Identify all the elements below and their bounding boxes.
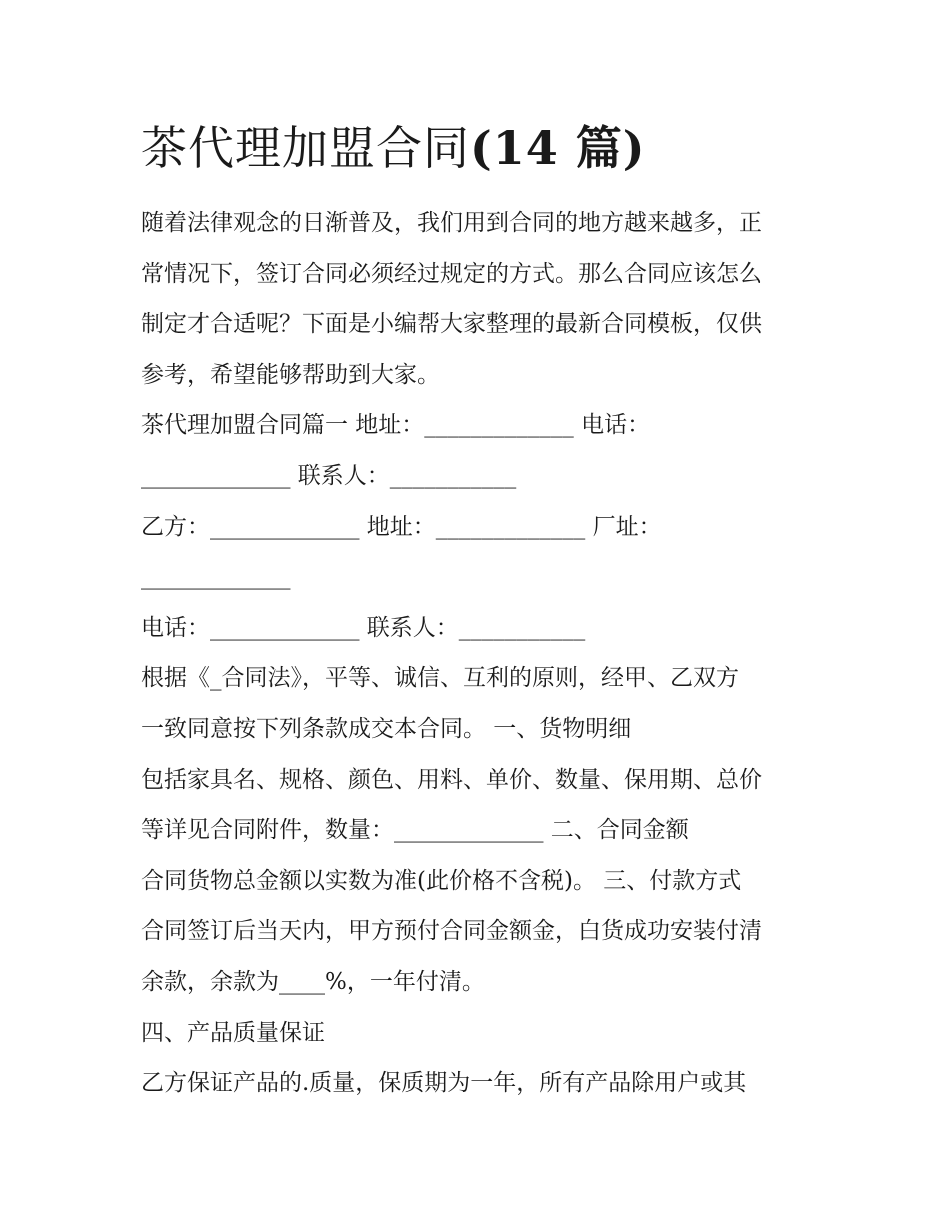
paragraph-line: 四、产品质量保证 [141,1019,325,1046]
document-page [141,118,821,1109]
paragraph-line: 等详见合同附件，数量：_____________ 二、合同金额 [141,817,689,844]
title-suffix: (14 篇) [470,121,646,175]
paragraph-line: 常情况下，签订合同必须经过规定的方式。那么合同应该怎么 [141,260,762,287]
paragraph-line: 制定才合适呢？下面是小编帮大家整理的最新合同模板，仅供 [141,311,762,338]
paragraph-line: 一致同意按下列条款成交本合同。 一、货物明细 [141,715,632,742]
paragraph-line: 电话：_____________ 联系人：___________ [141,614,586,641]
paragraph-line: 乙方保证产品的.质量，保质期为一年，所有产品除用户或其 [141,1070,747,1097]
paragraph-line: _____________ 联系人：___________ [141,462,517,489]
title-main: 茶代理加盟合同 [141,121,470,175]
paragraph-line: 包括家具名、规格、颜色、用料、单价、数量、保用期、总价 [141,766,762,793]
paragraph-line: 参考，希望能够帮助到大家。 [141,361,440,388]
paragraph-line: 合同签订后当天内，甲方预付合同金额金，白货成功安装付清 [141,918,762,945]
paragraph-line: 乙方：_____________ 地址：_____________ 厂址： [141,513,662,540]
paragraph-line: 随着法律观念的日渐普及，我们用到合同的地方越来越多，正 [141,210,762,236]
paragraph-line: 余款，余款为____%，一年付清。 [141,968,485,995]
document-title [141,118,821,178]
paragraph-line: 合同货物总金额以实数为准(此价格不含税)。 三、付款方式 [141,867,742,894]
paragraph-line: 根据《_合同法》，平等、诚信、互利的原则，经甲、乙双方 [141,665,739,692]
paragraph-line: 茶代理加盟合同篇一 地址：_____________ 电话： [141,412,651,439]
paragraph-line: _____________ [141,564,291,591]
